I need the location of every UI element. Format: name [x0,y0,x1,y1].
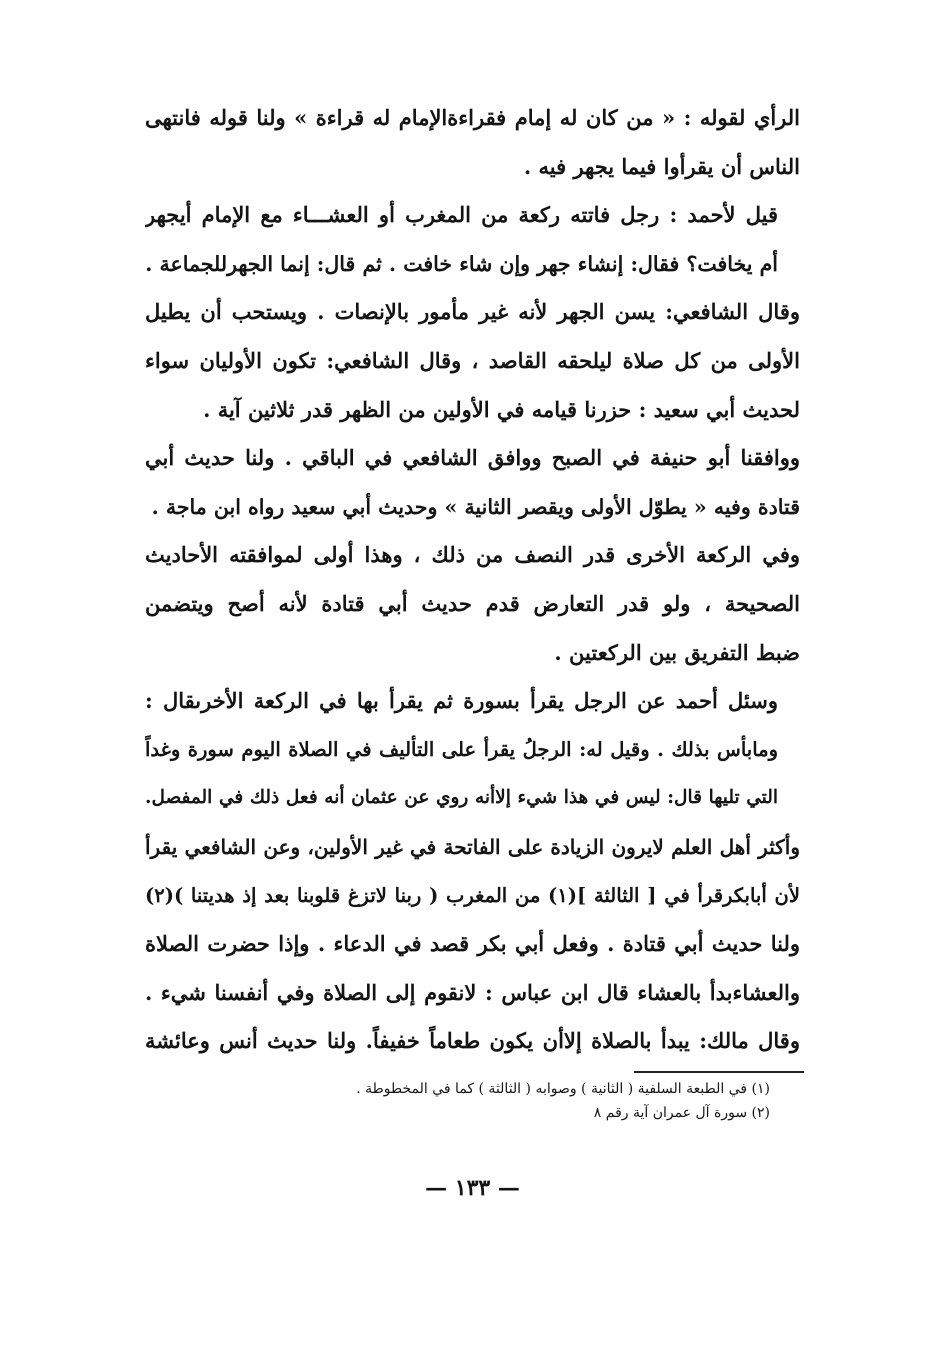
text-line: الناس أن يقرأوا فيما يجهر فيه . [523,153,800,179]
paragraph [145,94,800,191]
footnote: (١) في الطبعة السلفية ( الثانية ) وصوابه ( الثالثة ) كما في المخطوطة . [356,1081,770,1097]
footnote-divider [634,1071,804,1073]
text-line: وأكثر أهل العلم لايرون الزيادة على الفاتحة في غير الأولين، وعن الشافعي يقرأ [145,834,800,859]
paragraph [145,191,800,288]
text-line: ضبط التفريق بين الركعتين . [554,639,800,665]
text-line: وقال مالك: يبدأ بالصلاة إلاأن يكون طعاماً خفيفاً. ولنا حديث أنس وعائشة [145,1028,800,1054]
text-line: وسئل أحمد عن الرجل يقرأ بسورة ثم يقرأ بها في الركعة الأخرىقال : [145,688,778,714]
text-line: قيل لأحمد : رجل فاتته ركعة من المغرب أو العشـــاء مع الإمام أيجهر [145,202,778,228]
text-line: الأولى من كل صلاة ليلحقه القاصد ، وقال الشافعي: تكون الأوليان سواء [145,347,800,373]
paragraph [145,434,800,531]
text-line: الصحيحة ، ولو قدر التعارض قدم حديث أبي قتادة لأنه أصح ويتضمن [145,590,800,616]
text-line: لحديث أبي سعيد : حزرنا قيامه في الأولين من الظهر قدر ثلاثين آية . [203,396,800,422]
text-line: الرأي لقوله : « من كان له إمام فقراءةالإمام له قراءة » ولنا قوله فانتهى [145,105,800,130]
text-line: قتادة وفيه « يطوّل الأولى ويقصر الثانية » وحديث أبي سعيد رواه ابن ماجة . [151,494,800,519]
footnotes [300,1077,770,1125]
text-line: أم يخافت؟ فقال: إنشاء جهر وإن شاء خافت . ثم قال: إنما الجهرللجماعة . [145,251,778,276]
text-line: وفي الركعة الأخرى قدر النصف من ذلك ، وهذا أولى لموافقته الأحاديث [145,542,800,568]
text-line: ومابأس بذلك . وقيل له: الرجلُ يقرأ على التأليف في الصلاة اليوم سورة وغداً [145,737,779,761]
text-line: وقال الشافعي: يسن الجهر لأنه غير مأمور بالإنصات . ويستحب أن يطيل [145,299,800,325]
paragraph [145,288,800,434]
text-line: التي تليها قال: ليس في هذا شيء إلاأنه روي عن عثمان أنه فعل ذلك في المفصل. [145,787,778,809]
paragraph [145,531,800,677]
footnote: (٢) سورة آل عمران آية رقم ٨ [593,1105,770,1121]
text-line: لأن أبابكرقرأ في [ الثالثة ](١) من المغرب ( ربنا لاتزغ قلوبنا بعد إذ هديتنا )(٢) [145,883,800,907]
text-line: ووافقنا أبو حنيفة في الصبح ووافق الشافعي في الباقي . ولنا حديث أبي [145,445,800,471]
paragraph [145,1017,800,1066]
text-line: والعشاءبدأ بالعشاء قال ابن عباس : لانقوم إلى الصلاة وفي أنفسنا شيء . [145,979,800,1005]
paragraph [145,677,800,823]
paragraph [145,823,800,1017]
body-text [145,94,800,1066]
text-line: ولنا حديث أبي قتادة . وفعل أبي بكر قصد في الدعاء . وإذا حضرت الصلاة [145,931,800,957]
page-number: — ١٣٣ — [425,1175,520,1201]
